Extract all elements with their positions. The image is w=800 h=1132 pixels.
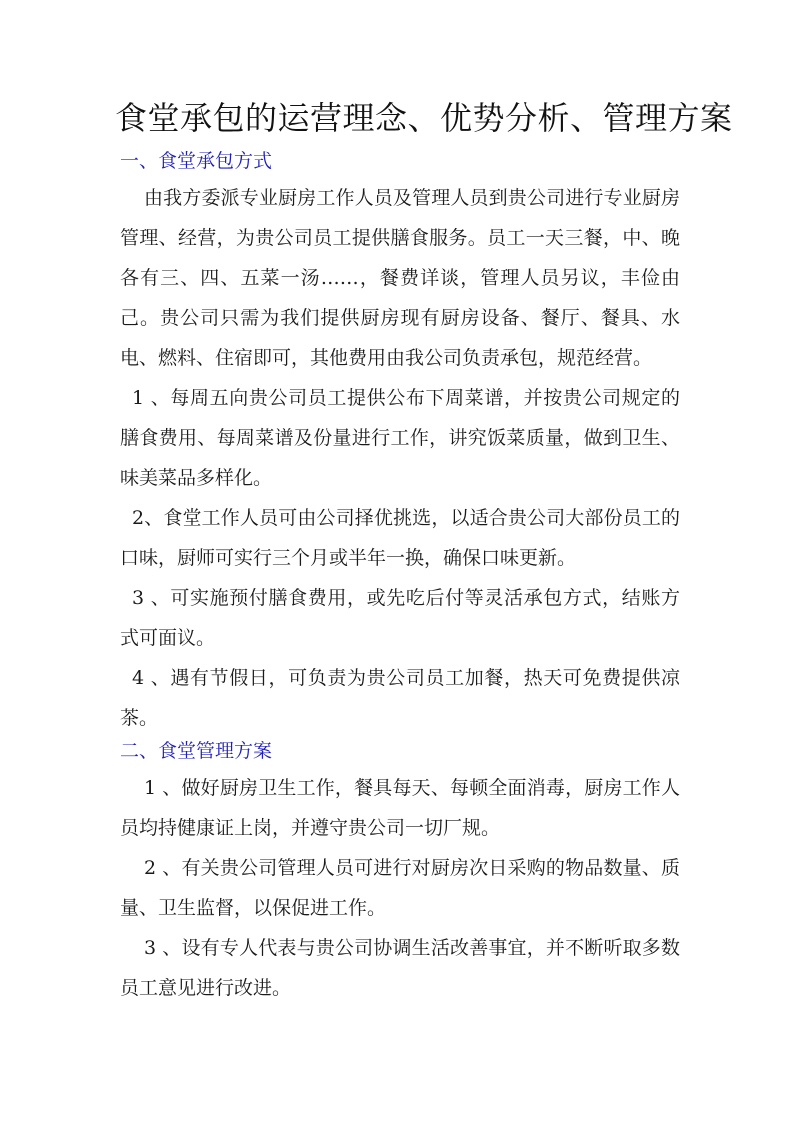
document-title: 食堂承包的运营理念、优势分析、管理方案 [115, 99, 733, 137]
section-1-item-2: 2、食堂工作人员可由公司择优挑选，以适合贵公司大部份员工的口味，厨师可实行三个月或半年一换，确保口味更新。 [120, 507, 680, 569]
section-1-heading: 一、食堂承包方式 [120, 150, 273, 172]
section-1-item-1: 1 、每周五向贵公司员工提供公布下周菜谱，并按贵公司规定的膳食费用、每周菜谱及份量进行工作，讲究饭菜质量，做到卫生、味美菜品多样化。 [120, 387, 680, 489]
section-2-item-3: 3 、设有专人代表与贵公司协调生活改善事宜，并不断听取多数员工意见进行改进。 [120, 937, 680, 999]
section-1-intro-paragraph: 由我方委派专业厨房工作人员及管理人员到贵公司进行专业厨房管理、经营，为贵公司员工提供膳食服务。员工一天三餐，中、晚各有三、四、五菜一汤……，餐费详谈，管理人员另议，丰俭由己。贵公司只需为我们提供厨房现有厨房设备、餐厅、餐具、水电、燃料、住宿即可，其他费用由我公司负责承包，规范经营。 [120, 187, 680, 369]
section-1-item-4: 4 、遇有节假日，可负责为贵公司员工加餐，热天可免费提供凉茶。 [120, 667, 680, 729]
section-2-heading: 二、食堂管理方案 [120, 740, 273, 762]
section-2-item-2: 2 、有关贵公司管理人员可进行对厨房次日采购的物品数量、质量、卫生监督，以保促进工作。 [120, 857, 680, 919]
section-2-item-1: 1 、做好厨房卫生工作，餐具每天、每顿全面消毒，厨房工作人员均持健康证上岗，并遵守贵公司一切厂规。 [120, 777, 680, 839]
section-1-item-3: 3 、可实施预付膳食费用，或先吃后付等灵活承包方式，结账方式可面议。 [120, 587, 680, 649]
